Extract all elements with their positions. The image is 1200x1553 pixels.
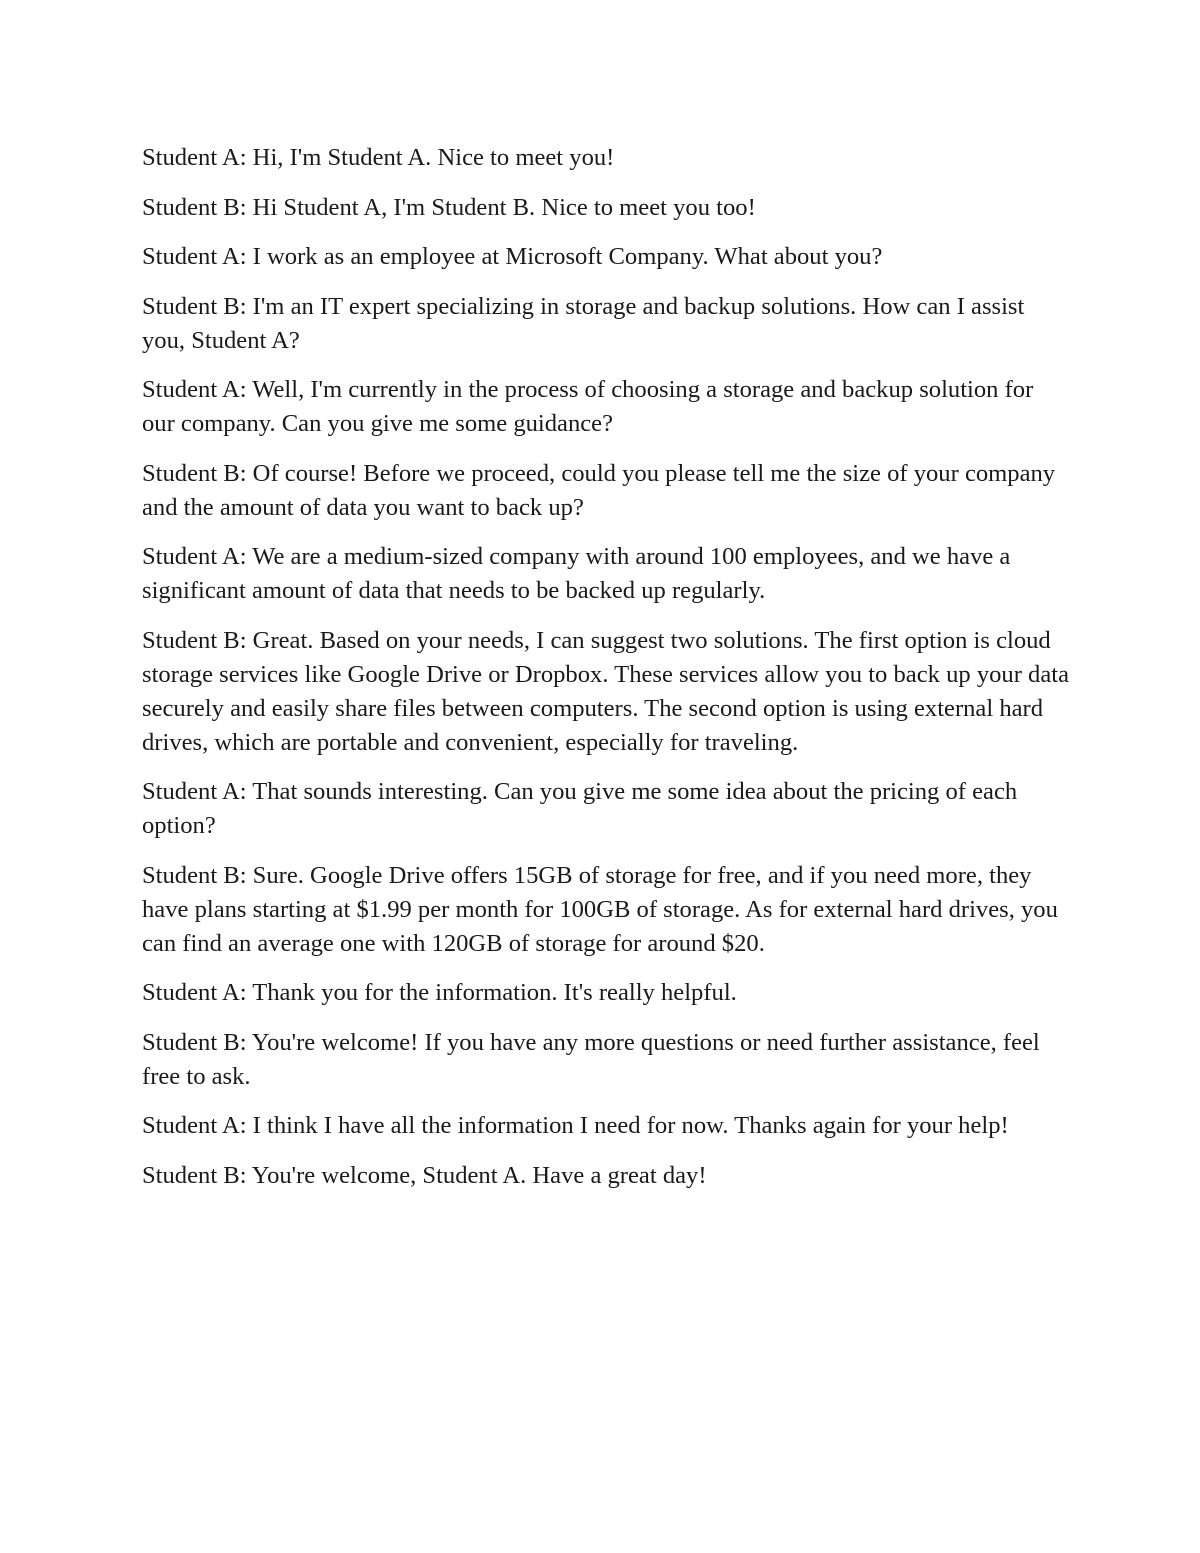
dialogue-line: Student A: That sounds interesting. Can you give me some idea about the pricing of each option? bbox=[142, 778, 1018, 839]
dialogue-body bbox=[142, 141, 1072, 1208]
dialogue-line: Student B: I'm an IT expert specializing in storage and backup solutions. How can I assist you, Student A? bbox=[142, 292, 1025, 354]
dialogue-line: Student B: Sure. Google Drive offers 15GB of storage for free, and if you need more, they have plans starting at $1.99 per month for 100GB of storage. As for external hard drives, you can find an average one with 120GB of storage for around $20. bbox=[142, 861, 1058, 957]
dialogue-line: Student B: Great. Based on your needs, I can suggest two solutions. The first option is cloud storage services like Google Drive or Dropbox. These services allow you to back up your data securely and easily share files between computers. The second option is using external hard drives, which are portable and convenient, especially for traveling. bbox=[142, 626, 1070, 756]
dialogue-line: Student A: Thank you for the information. It's really helpful. bbox=[142, 979, 737, 1006]
dialogue-line: Student A: Well, I'm currently in the process of choosing a storage and backup solution for our company. Can you give me some guidance? bbox=[142, 376, 1034, 437]
dialogue-line: Student A: I work as an employee at Microsoft Company. What about you? bbox=[142, 243, 883, 270]
dialogue-line: Student B: You're welcome, Student A. Have a great day! bbox=[142, 1161, 707, 1189]
dialogue-line: Student B: You're welcome! If you have any more questions or need further assistance, feel free to ask. bbox=[142, 1028, 1040, 1090]
dialogue-line: Student B: Of course! Before we proceed, could you please tell me the size of your company and the amount of data you want to back up? bbox=[142, 459, 1056, 521]
dialogue-line: Student A: I think I have all the information I need for now. Thanks again for your help! bbox=[142, 1112, 1009, 1139]
dialogue-line: Student A: We are a medium-sized company with around 100 employees, and we have a significant amount of data that needs to be backed up regularly. bbox=[142, 543, 1011, 604]
dialogue-line: Student A: Hi, I'm Student A. Nice to meet you! bbox=[142, 144, 615, 171]
dialogue-line: Student B: Hi Student A, I'm Student B. Nice to meet you too! bbox=[142, 193, 756, 221]
